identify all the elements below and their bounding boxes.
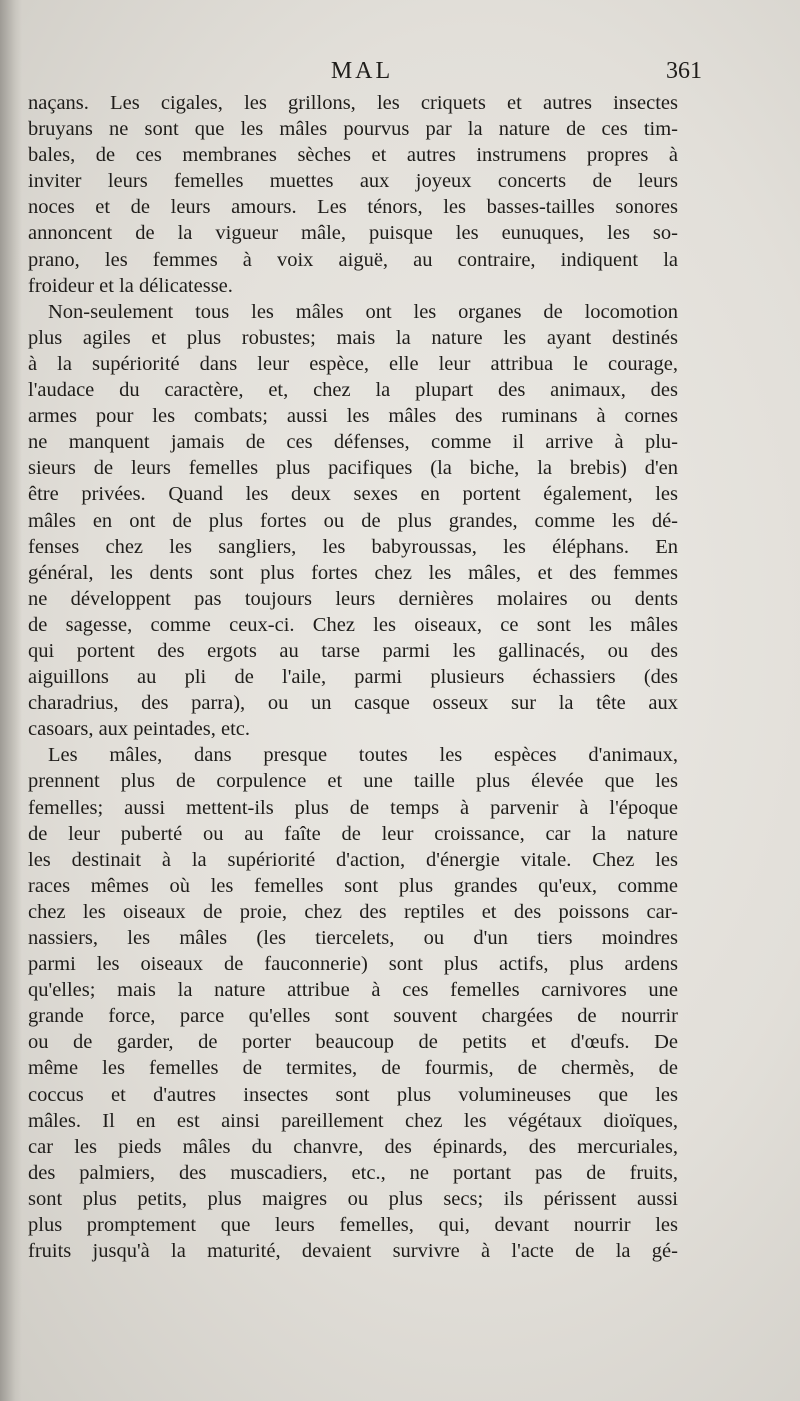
text-line: qu'elles; mais la nature attribue à ces femelles carnivores une bbox=[28, 979, 678, 1002]
text-line: plus agiles et plus robustes; mais la nature les ayant destinés bbox=[28, 326, 678, 349]
text-line: chez les oiseaux de proie, chez des reptiles et des poissons car- bbox=[28, 900, 678, 923]
text-line: ne développent pas toujours leurs dernières molaires ou dents bbox=[28, 587, 678, 610]
text-line: Non-seulement tous les mâles ont les organes de locomotion bbox=[48, 300, 678, 323]
text-line: de leur puberté ou au faîte de leur croissance, car la nature bbox=[28, 822, 678, 845]
text-line: bales, de ces membranes sèches et autres instrumens propres à bbox=[28, 144, 678, 167]
text-line: prano, les femmes à voix aiguë, au contraire, indiquent la bbox=[28, 248, 678, 271]
text-line: de sagesse, comme ceux-ci. Chez les oiseaux, ce sont les mâles bbox=[28, 613, 678, 636]
text-line: sieurs de leurs femelles plus pacifiques (la biche, la brebis) d'en bbox=[28, 457, 678, 480]
text-line: bruyans ne sont que les mâles pourvus par la nature de ces tim- bbox=[28, 118, 678, 141]
page-gutter-shadow bbox=[0, 0, 22, 1401]
text-line: grande force, parce qu'elles sont souvent chargées de nourrir bbox=[28, 1005, 678, 1028]
text-line: à la supériorité dans leur espèce, elle leur attribua le courage, bbox=[28, 352, 678, 375]
text-line: car les pieds mâles du chanvre, des épinards, des mercuriales, bbox=[28, 1135, 678, 1158]
running-head bbox=[22, 58, 702, 88]
text-line: inviter leurs femelles muettes aux joyeux concerts de leurs bbox=[28, 170, 678, 193]
text-line: qui portent des ergots au tarse parmi les gallinacés, ou des bbox=[28, 639, 678, 662]
text-line: Les mâles, dans presque toutes les espèces d'animaux, bbox=[48, 744, 678, 767]
text-line: ou de garder, de porter beaucoup de petits et d'œufs. De bbox=[28, 1031, 678, 1054]
body-text bbox=[28, 90, 678, 1264]
text-line: fruits jusqu'à la maturité, devaient survivre à l'acte de la gé- bbox=[28, 1240, 678, 1263]
text-line: mâles. Il en est ainsi pareillement chez les végétaux dioïques, bbox=[28, 1109, 678, 1132]
paragraph bbox=[28, 299, 678, 743]
text-line: races mêmes où les femelles sont plus grandes qu'eux, comme bbox=[28, 874, 678, 897]
text-line: armes pour les combats; aussi les mâles des ruminans à cornes bbox=[28, 405, 678, 428]
text-line: mâles en ont de plus fortes ou de plus grandes, comme les dé- bbox=[28, 509, 678, 532]
text-line: casoars, aux peintades, etc. bbox=[28, 718, 250, 741]
text-line: noces et de leurs amours. Les ténors, les basses-tailles sonores bbox=[28, 196, 678, 219]
text-line: même les femelles de termites, de fourmis, de chermès, de bbox=[28, 1057, 678, 1080]
text-line: naçans. Les cigales, les grillons, les criquets et autres insectes bbox=[28, 92, 678, 114]
running-title: MAL bbox=[330, 58, 394, 84]
text-line: annoncent de la vigueur mâle, puisque les eunuques, les so- bbox=[28, 222, 678, 245]
text-line: des palmiers, des muscadiers, etc., ne portant pas de fruits, bbox=[28, 1161, 678, 1184]
text-line: femelles; aussi mettent-ils plus de temps à parvenir à l'époque bbox=[28, 796, 678, 819]
paragraph bbox=[28, 90, 678, 299]
text-line: coccus et d'autres insectes sont plus volumineuses que les bbox=[28, 1083, 678, 1106]
text-line: fenses chez les sangliers, les babyroussas, les éléphans. En bbox=[28, 535, 678, 558]
text-line: nassiers, les mâles (les tiercelets, ou d'un tiers moindres bbox=[28, 927, 678, 949]
text-line: prennent plus de corpulence et une taille plus élevée que les bbox=[28, 770, 678, 793]
text-line: froideur et la délicatesse. bbox=[28, 274, 233, 297]
text-line: charadrius, des parra), ou un casque osseux sur la tête aux bbox=[28, 692, 678, 715]
text-line: être privées. Quand les deux sexes en portent également, les bbox=[28, 483, 678, 506]
text-line: aiguillons au pli de l'aile, parmi plusieurs échassiers (des bbox=[28, 666, 678, 689]
text-line: ne manquent jamais de ces défenses, comme il arrive à plu- bbox=[28, 431, 678, 454]
paragraph bbox=[28, 742, 678, 1264]
text-line: général, les dents sont plus fortes chez les mâles, et des femmes bbox=[28, 561, 678, 584]
text-line: sont plus petits, plus maigres ou plus secs; ils périssent aussi bbox=[28, 1187, 678, 1210]
text-line: parmi les oiseaux de fauconnerie) sont plus actifs, plus ardens bbox=[28, 953, 678, 976]
text-line: les destinait à la supériorité d'action, d'énergie vitale. Chez les bbox=[28, 848, 678, 871]
text-line: plus promptement que leurs femelles, qui, devant nourrir les bbox=[28, 1214, 678, 1237]
page-number: 361 bbox=[666, 58, 702, 84]
text-line: l'audace du caractère, et, chez la plupart des animaux, des bbox=[28, 379, 678, 402]
